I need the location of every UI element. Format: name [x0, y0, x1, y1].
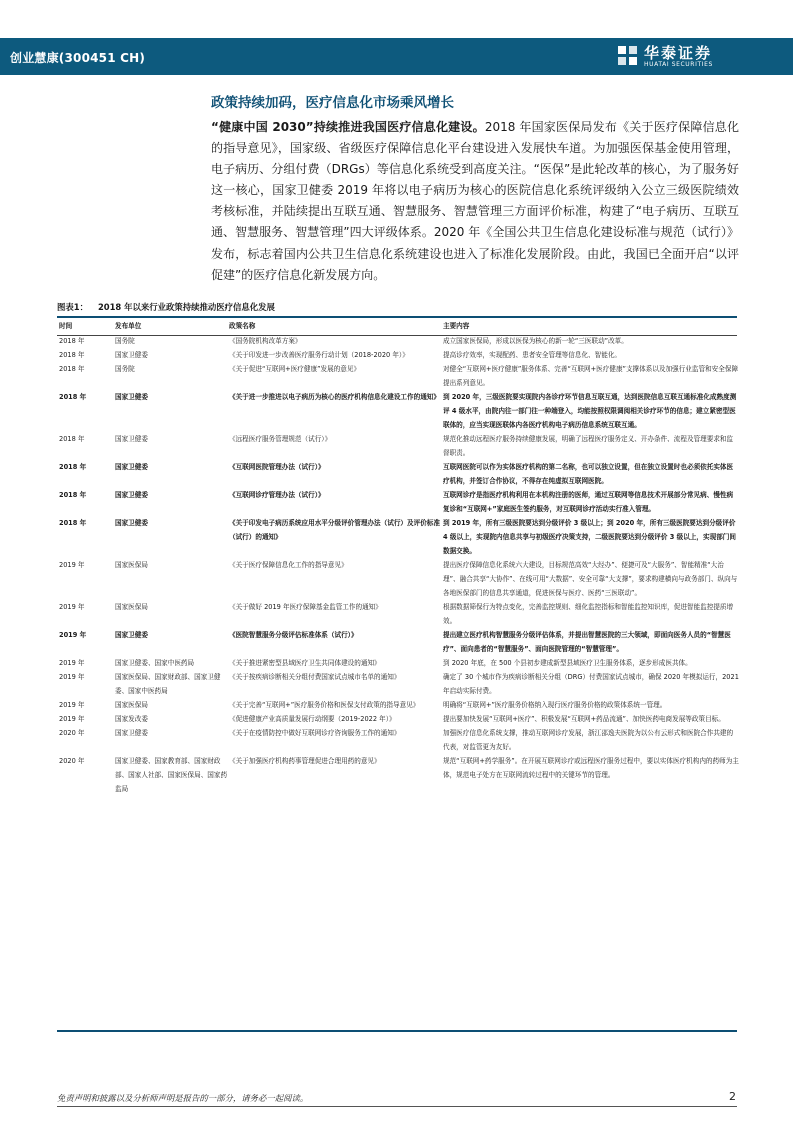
- cell-content: 提出建立医疗机构智慧服务分级评估体系，并提出智慧医院的三大领域，即面向医务人员的“智慧医疗”、面向患者的“智慧服务”、面向医院管理的“智慧管理”。: [443, 631, 731, 653]
- cell-year: 2020 年: [59, 729, 85, 737]
- table-row: [57, 670, 739, 698]
- cell-content: 确定了 30 个城市作为疾病诊断相关分组（DRG）付费国家试点城市，确保 2020 年模拟运行，2021 年启动实际付费。: [443, 673, 739, 695]
- cell-content: 提高诊疗效率，实现配药、患者安全管理等信息化、智能化。: [443, 351, 622, 359]
- cell-content: 到 2019 年，所有三级医院要达到分级评价 3 级以上；到 2020 年，所有三级医院要达到分级评价 4 级以上，实现院内信息共享与初级医疗决策支持，二级医院要达到分级评价 3 级以上，实现部门间数据交换。: [443, 519, 736, 555]
- cell-dept: 国家卫健委: [115, 463, 148, 471]
- disclaimer-note: 免责声明和披露以及分析师声明是报告的一部分，请务必一起阅读。: [57, 1093, 309, 1103]
- page-number: 2: [729, 1090, 736, 1103]
- figure-number: 图表1：: [57, 302, 88, 312]
- cell-dept: 国家卫健委、国家教育部、国家财政部、国家人社部、国家医保局、国家药监局: [115, 757, 228, 793]
- report-header-bar: [0, 38, 793, 75]
- table-row: [57, 712, 739, 726]
- cell-dept: 国家卫健委: [115, 351, 148, 359]
- section-title: 政策持续加码，医疗信息化市场乘风增长: [211, 95, 454, 111]
- table-row: [57, 628, 739, 656]
- cell-year: 2019 年: [59, 631, 87, 639]
- cell-dept: 国家医保局: [115, 561, 148, 569]
- figure-caption: [57, 301, 275, 313]
- cell-title: 《关于进一步推进以电子病历为核心的医疗机构信息化建设工作的通知》: [229, 393, 440, 401]
- cell-year: 2019 年: [59, 673, 85, 681]
- cell-year: 2018 年: [59, 519, 87, 527]
- cell-year: 2019 年: [59, 659, 85, 667]
- logo-text-en: HUATAI SECURITIES: [644, 61, 713, 68]
- cell-content: 规范化推动远程医疗服务持续健康发展，明确了远程医疗服务定义、开办条件、流程及管理要求和监督职责。: [443, 435, 734, 457]
- figure-title: 2018 年以来行业政策持续推动医疗信息化发展: [97, 302, 275, 312]
- footer-rule: [57, 1106, 737, 1107]
- cell-title: 《关于加强医疗机构药事管理促进合理用药的意见》: [229, 757, 381, 765]
- cell-dept: 国家卫健委: [115, 519, 148, 527]
- cell-content: 对健全“互联网+医疗健康”服务体系、完善“互联网+医疗健康”支撑体系以及加强行业监管和安全保障提出系列意见。: [443, 365, 739, 387]
- cell-dept: 国务院: [115, 337, 135, 345]
- cell-title: 《关于医疗保障信息化工作的指导意见》: [229, 561, 348, 569]
- cell-dept: 国家卫健委、国家中医药局: [115, 659, 195, 667]
- cell-content: 根据数据筛保行为特点变化，完善监控规则、细化监控指标和智能监控知识库，促进智能监控提质增效。: [443, 603, 734, 625]
- paragraph-body: 2018 年国家医保局发布《关于医疗保障信息化的指导意见》，国家级、省级医疗保障信息化平台建设进入发展快车道。为加强医保基金使用管理，电子病历、分组付费（DRGs）等信息化系统受到高度关注。“医保”是此轮改革的核心，为了服务好这一核心，国家卫健委 2019 年将以电子病历为核心的医院信息化系统评级纳入公立三级医院绩效考核标准，并陆续提出互联互通、智慧服务、智慧管理三方面评价标准，构建了“电子病历、互联互通、智慧服务、智慧管理”四大评级体系。2020 年《全国公共卫生信息化建设标准与规范（试行）》发布，标志着国内公共卫生信息化系统建设也进入了标准化发展阶段。由此，我国已全面开启“以评促建”的医疗信息化新发展方向。: [211, 120, 739, 282]
- cell-year: 2020 年: [59, 757, 85, 765]
- cell-content: 成立国家医保局，形成以医保为核心的新一轮“三医联动”改革。: [443, 337, 628, 345]
- table-row: [57, 600, 739, 628]
- cell-title: 《国务院机构改革方案》: [229, 337, 302, 345]
- cell-dept: 国家卫健委: [115, 631, 148, 639]
- cell-year: 2019 年: [59, 715, 85, 723]
- cell-content: 互联网诊疗是指医疗机构利用在本机构注册的医师，通过互联网等信息技术开展部分常见病、慢性病复诊和“互联网+”家庭医生签约服务，对互联网诊疗活动实行准入管理。: [443, 491, 734, 513]
- header-dept: 发布单位: [115, 321, 142, 330]
- cell-dept: 国家医保局: [115, 701, 148, 709]
- cell-content: 规范“互联网+药学服务”。在开展互联网诊疗或远程医疗服务过程中，要以实体医疗机构内的药师为主体，规范电子处方在互联网流转过程中的关键环节的管理。: [443, 757, 739, 779]
- cell-year: 2018 年: [59, 337, 85, 345]
- cell-title: 《关于做好 2019 年医疗保障基金监管工作的通知》: [229, 603, 382, 611]
- cell-title: 《关于完善“互联网+”医疗服务价格和医保支付政策的指导意见》: [229, 701, 420, 709]
- cell-title: 《医院智慧服务分级评估标准体系（试行）》: [229, 631, 358, 639]
- paragraph-lead: “健康中国 2030”持续推进我国医疗信息化建设。: [211, 120, 485, 134]
- cell-year: 2018 年: [59, 491, 87, 499]
- cell-title: 《促进健康产业高质量发展行动纲要（2019-2022 年）》: [229, 715, 396, 723]
- cell-year: 2018 年: [59, 351, 85, 359]
- cell-year: 2018 年: [59, 463, 87, 471]
- table-row: [57, 754, 739, 796]
- huatai-logo-icon: [617, 44, 639, 68]
- table-row: [57, 488, 739, 516]
- table-bottom-rule: [57, 1030, 737, 1032]
- cell-dept: 国家卫健委: [115, 491, 148, 499]
- cell-content: 到 2020 年，三级医院要实现院内各诊疗环节信息互联互通，达到医院信息互联互通标准化成熟度测评 4 级水平，由院内往一部门往一种端登入，均能按照权限调阅相关诊疗环节的信息；建立紧密型医联体的，应当实现医联体内各医疗机构电子病历信息系统互联互通。: [443, 393, 737, 429]
- table-row: [57, 698, 739, 712]
- cell-content: 提出要加快发展“互联网+医疗”、积极发展“互联网+药品流通”、加快医药电商发展等政策目标。: [443, 715, 725, 723]
- cell-dept: 国家卫健委: [115, 729, 148, 737]
- header-content: 主要内容: [443, 321, 470, 330]
- cell-dept: 国家卫健委: [115, 393, 148, 401]
- cell-title: 《关于按疾病诊断相关分组付费国家试点城市名单的通知》: [229, 673, 401, 681]
- cell-title: 《关于推进紧密型县域医疗卫生共同体建设的通知》: [229, 659, 381, 667]
- body-paragraph: [211, 117, 739, 286]
- cell-title: 《关于印发电子病历系统应用水平分级评价管理办法（试行）及评价标准（试行）的通知》: [229, 519, 440, 541]
- table-row: [57, 460, 739, 488]
- table-row: [57, 348, 739, 362]
- company-ticker: 创业慧康(300451 CH): [10, 51, 146, 65]
- logo-text-cn: 华泰证券: [644, 44, 713, 62]
- table-row: [57, 432, 739, 460]
- cell-content: 明确将“互联网+”医疗服务价格纳入现行医疗服务价格的政策体系统一管理。: [443, 701, 667, 709]
- cell-year: 2019 年: [59, 561, 85, 569]
- huatai-logo: [617, 42, 747, 70]
- cell-content: 到 2020 年底，在 500 个县初步建成新型县域医疗卫生服务体系，逐步形成医共体。: [443, 659, 692, 667]
- cell-year: 2018 年: [59, 435, 85, 443]
- cell-dept: 国家发改委: [115, 715, 148, 723]
- cell-year: 2019 年: [59, 701, 85, 709]
- header-title: 政策名称: [229, 321, 256, 330]
- table-row: [57, 656, 739, 670]
- table-header-row: [57, 317, 739, 334]
- cell-title: 《远程医疗服务管理规范（试行）》: [229, 435, 332, 443]
- cell-dept: 国家卫健委: [115, 435, 148, 443]
- cell-content: 提出医疗保障信息化系统六大建设，目标规范高效“大经办”、便捷可及“大服务”、智能精准“大治理”、融合共享“大协作”、在线可用“大数据”、安全可靠“大支撑”，要求构建横向与政务部门、纵向与各地医保部门的信息共享通道，促进医保与医疗、医药“三医联动”。: [443, 561, 738, 597]
- table-row: [57, 516, 739, 558]
- cell-title: 《关于在疫情防控中做好互联网诊疗咨询服务工作的通知》: [229, 729, 401, 737]
- header-year: 时间: [59, 321, 73, 330]
- table-row: [57, 558, 739, 600]
- cell-year: 2019 年: [59, 603, 85, 611]
- table-row: [57, 726, 739, 754]
- cell-content: 互联网医院可以作为实体医疗机构的第二名称，也可以独立设置，但在独立设置时也必须依托实体医疗机构，并签订合作协议，不得存在纯虚拟互联网医院。: [443, 463, 734, 485]
- table-row: [57, 362, 739, 390]
- policy-table: [57, 317, 739, 796]
- cell-dept: 国务院: [115, 365, 135, 373]
- policy-table-body: [57, 334, 739, 796]
- cell-dept: 国家医保局、国家财政部、国家卫健委、国家中医药局: [115, 673, 221, 695]
- cell-title: 《互联网诊疗管理办法（试行）》: [229, 491, 325, 499]
- cell-title: 《关于印发进一步改善医疗服务行动计划（2018-2020 年）》: [229, 351, 409, 359]
- table-row: [57, 390, 739, 432]
- cell-title: 《互联网医院管理办法（试行）》: [229, 463, 325, 471]
- cell-title: 《关于促进“互联网+医疗健康”发展的意见》: [229, 365, 361, 373]
- cell-content: 加强医疗信息化系统支撑，推动互联网诊疗发展，浙江邵逸夫医院为以公有云形式和医院合作共建的代表，对监管更为友好。: [443, 729, 734, 751]
- cell-year: 2018 年: [59, 393, 87, 401]
- cell-dept: 国家医保局: [115, 603, 148, 611]
- table-row: [57, 334, 739, 348]
- cell-year: 2018 年: [59, 365, 85, 373]
